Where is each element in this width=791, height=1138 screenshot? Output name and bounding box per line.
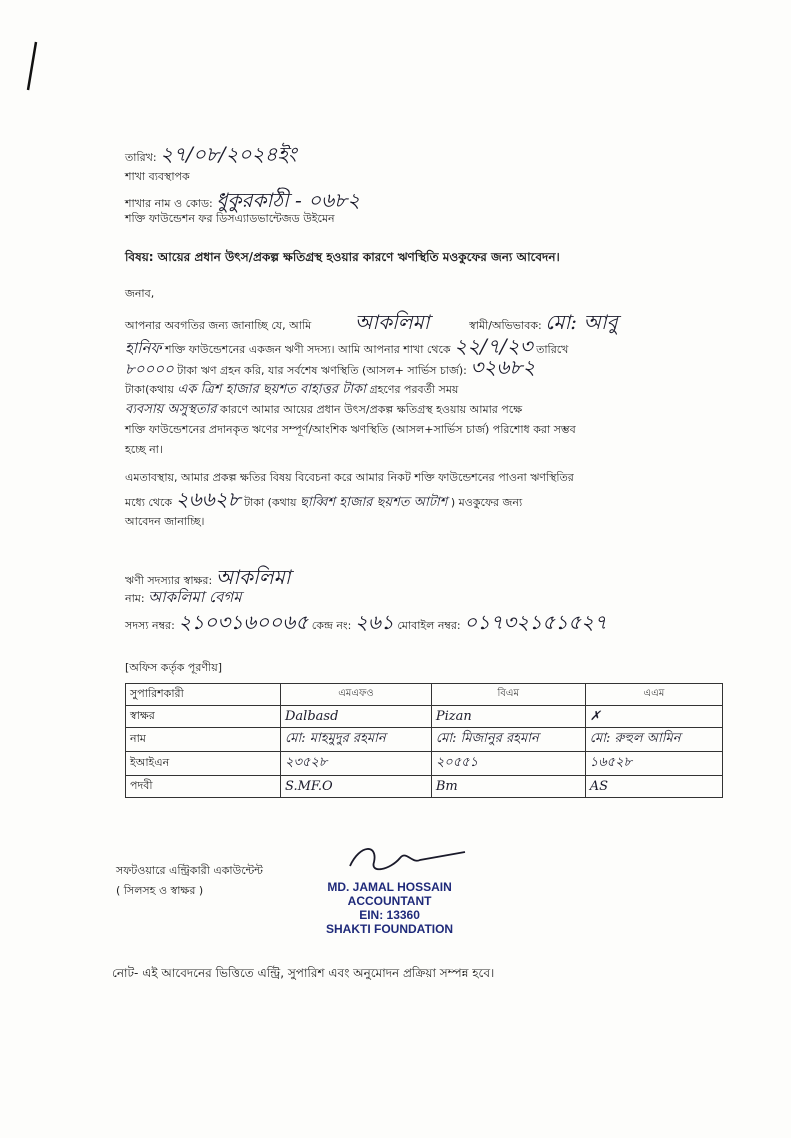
member-name-hand: আকলিমা (354, 310, 430, 334)
member-signature-label: ঋণী সদস্যার স্বাক্ষর: (125, 574, 213, 587)
body-line-4 (125, 380, 458, 399)
reason-hand: ব্যবসায় অসুস্থতার (125, 402, 217, 417)
body-text: তারিখে (536, 343, 569, 356)
table-row (126, 706, 723, 728)
table-cell: S.MF.O (281, 776, 432, 798)
table-row (126, 684, 723, 706)
accountant-seal-label: ( সিলসহ ও স্বাক্ষর ) (116, 884, 204, 897)
row-label: ইআইএন (126, 752, 281, 776)
body-line-3 (125, 355, 536, 380)
table-cell: ✗ (585, 706, 722, 728)
table-row (126, 776, 723, 798)
row-label: পদবী (126, 776, 281, 798)
table-cell: বিএম (431, 684, 585, 706)
stamp-line: SHAKTI FOUNDATION (326, 922, 454, 936)
loan-date-hand: ২২/৭/২৩ (454, 334, 533, 358)
footer-note: নোট- এই আবেদনের ভিত্তিতে এন্ট্রি, সুপারিশ এবং অনুমোদন প্রক্রিয়া সম্পন্ন হবে। (112, 966, 495, 980)
table-cell: ২৩৫২৮ (281, 752, 432, 776)
body-text: ) মওকুফের জন্য (450, 496, 523, 509)
branch-name-value: ধুকুরকাঠী - ০৬৮২ (216, 188, 361, 212)
member-no-label: সদস্য নম্বর: (125, 619, 175, 632)
body-text: শক্তি ফাউন্ডেশনের একজন ঋণী সদস্য। আমি আপনার শাখা থেকে (164, 343, 451, 356)
body-line-5 (125, 400, 522, 419)
table-row (126, 728, 723, 752)
stamp-line: ACCOUNTANT (347, 894, 432, 908)
table-cell: Dalbasd (281, 706, 432, 728)
stamp-line: MD. JAMAL HOSSAIN (327, 880, 452, 894)
body-text: টাকা(কথায় (125, 383, 174, 396)
mobile-value: ০১৭৩২১৫১৫২৭ (464, 610, 608, 634)
body-text: গ্রহণের পরবর্তী সময় (369, 383, 459, 396)
table-cell: এএম (585, 684, 722, 706)
balance-words-hand: এক ত্রিশ হাজার ছয়শত বাহাত্তর টাকা (177, 382, 366, 397)
table-cell: মো: রুহুল আমিন (585, 728, 722, 752)
table-cell: মো: মিজানুর রহমান (431, 728, 585, 752)
table-cell: Pizan (431, 706, 585, 728)
guardian-hand-2: হানিফ (125, 339, 162, 357)
center-value: ২৬১ (354, 610, 394, 634)
recommendation-table (125, 683, 723, 798)
body-line-1 (125, 310, 618, 335)
member-name-value: আকলিমা বেগম (148, 588, 242, 606)
guardian-hand: মো: আবু (545, 310, 618, 334)
table-cell: ২০৫৫১ (431, 752, 585, 776)
body-line-8: এমতাবস্থায়, আমার প্রকল্প ক্ষতির বিষয় বিবেচনা করে আমার নিকট শক্তি ফাউন্ডেশনের পাওনা ঋণস্থিতির (125, 471, 574, 484)
body-line-9 (125, 487, 523, 512)
body-line-10: আবেদন জানাচ্ছি। (125, 515, 205, 528)
date-value: ২৭/০৮/২০২৪ইং (160, 142, 297, 166)
body-text: মধ্যে থেকে (125, 496, 173, 509)
table-cell: মো: মাহমুদুর রহমান (281, 728, 432, 752)
loan-balance-hand: ৩২৬৮২ (470, 355, 536, 379)
body-text: টাকা (কথায় (244, 496, 297, 509)
mobile-label: মোবাইল নম্বর: (397, 619, 461, 632)
member-no-value: ২১০৩১৬০০৬৫ (178, 610, 309, 634)
body-text: কারণে আমার আয়ের প্রধান উৎস/প্রকল্প ক্ষতিগ্রস্থ হওয়ায় আমার পক্ষে (220, 403, 523, 416)
body-text: টাকা ঋণ গ্রহন করি, যার সর্বশেষ ঋণস্থিতি (আসল+ সার্ভিস চার্জ): (177, 364, 467, 377)
accountant-stamp (326, 880, 453, 936)
salutation: জনাব, (125, 287, 155, 300)
org-line: শক্তি ফাউন্ডেশন ফর ডিসএ্যাডভান্টেজড উইমেন (125, 212, 335, 225)
body-text: স্বামী/অভিভাবক: (469, 319, 542, 332)
date-label: তারিখ: (125, 151, 157, 164)
loan-amount-hand: ৮০০০০ (125, 360, 174, 378)
member-number-line (125, 608, 607, 641)
row-label: সুপারিশকারী (126, 684, 281, 706)
center-label: কেন্দ্র নং: (311, 619, 352, 632)
member-name-label: নাম: (125, 592, 145, 605)
body-line-6: শক্তি ফাউন্ডেশনের প্রদানকৃত ঋণের সম্পূর্ণ/আংশিক ঋণস্থিতি (আসল+সার্ভিস চার্জ) পরিশোধ করা সম্ভব (125, 423, 576, 436)
office-title: [অফিস কর্তৃক পূরণীয়] (125, 661, 222, 674)
stamp-line: EIN: 13360 (359, 908, 420, 922)
table-cell: AS (585, 776, 722, 798)
branch-manager-label: শাখা ব্যবস্থাপক (125, 170, 190, 183)
table-cell: Bm (431, 776, 585, 798)
body-line-7: হচ্ছে না। (125, 443, 163, 456)
member-signature: আকলিমা (215, 565, 291, 589)
row-label: নাম (126, 728, 281, 752)
table-cell: এমএফও (281, 684, 432, 706)
pen-mark (22, 40, 42, 92)
body-text: আপনার অবগতির জন্য জানাচ্ছি যে, আমি (125, 319, 312, 332)
table-row (126, 752, 723, 776)
accountant-signature-scribble (340, 840, 470, 880)
row-label: স্বাক্ষর (126, 706, 281, 728)
waiver-words-hand: ছাব্বিশ হাজার ছয়শত আটাশ (299, 495, 448, 510)
subject-line: বিষয়: আয়ের প্রধান উৎস/প্রকল্প ক্ষতিগ্রস্থ হওয়ার কারণে ঋণস্থিতি মওকুফের জন্য আবেদন। (125, 250, 560, 264)
waiver-amount-hand: ২৬৬২৮ (175, 487, 241, 511)
accountant-label: সফটওয়ারে এন্ট্রিকারী একাউন্টেন্ট (116, 864, 263, 877)
table-cell: ১৬৫২৮ (585, 752, 722, 776)
branch-name-label: শাখার নাম ও কোড: (125, 197, 213, 210)
